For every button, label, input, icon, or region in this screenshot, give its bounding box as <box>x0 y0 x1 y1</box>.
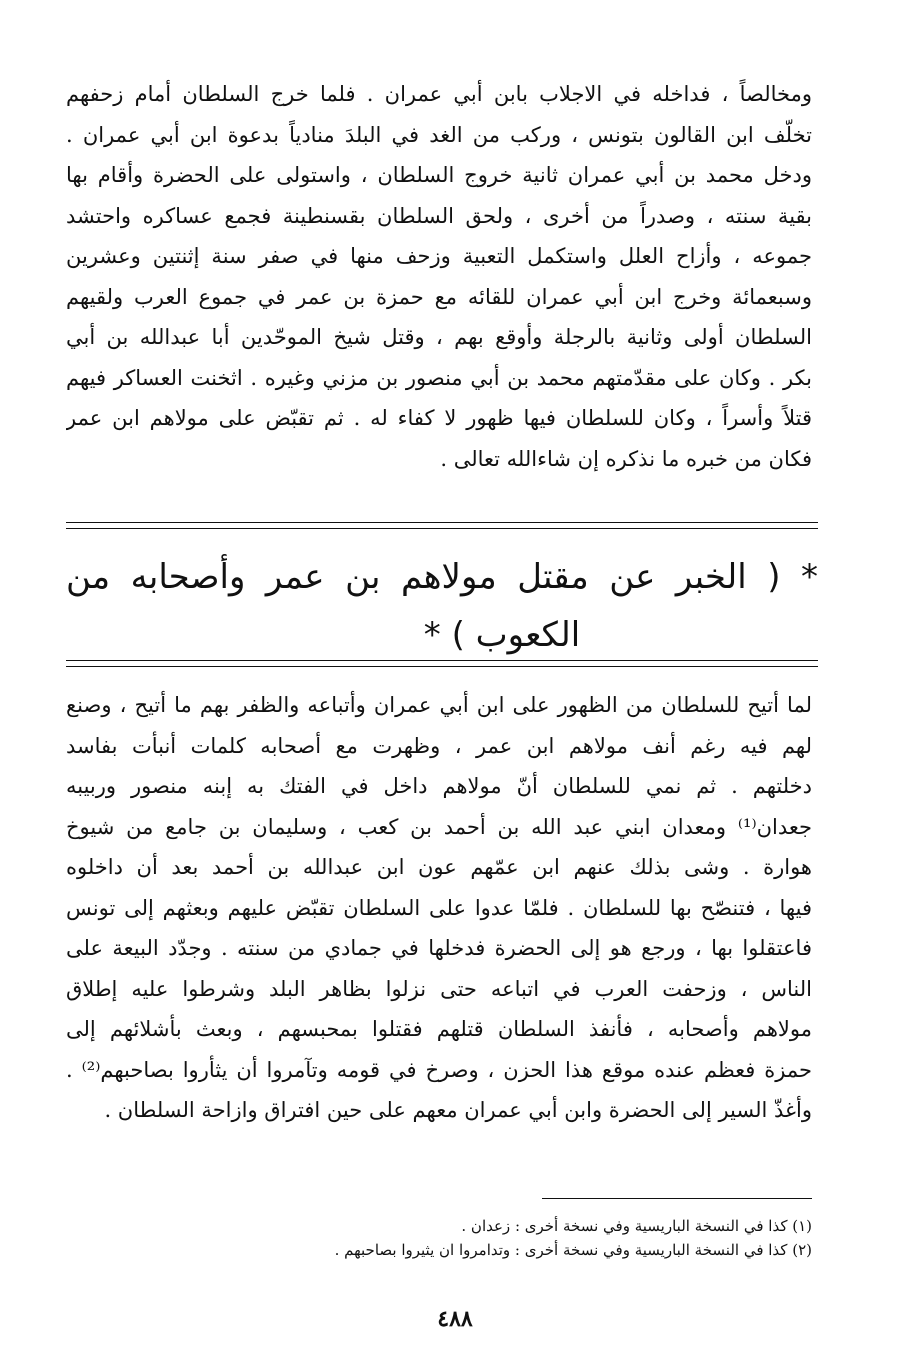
text-line: حمزة فعظم عنده موقع هذا الحزن ، وصرخ في قومه وتآمروا أن يثأروا بصاحبهم⁽²⁾ . <box>66 1057 812 1082</box>
footnote-divider <box>542 1198 812 1199</box>
page-number: ٤٨٨ <box>437 1306 473 1332</box>
text-line: جموعه ، وأزاح العلل واستكمل التعبية وزحف منها في صفر سنة إثنتين وعشرين <box>66 244 812 268</box>
text-line: تخلّف ابن القالون بتونس ، وركب من الغد في البلدَ منادياً بدعوة ابن أبي عمران . <box>66 122 812 147</box>
text-line: بقية سنته ، وصدراً من أخرى ، ولحق السلطان بقسنطينة فجمع عساكره واحتشد <box>66 203 812 228</box>
text-line: وأغذّ السير إلى الحضرة وابن أبي عمران معهم على حين افتراق وازاحة السلطان . <box>104 1098 812 1122</box>
text-line: مولاهم وأصحابه ، فأنفذ السلطان قتلهم فقتلوا بمحبسهم ، وبعث بأشلائهم إلى <box>66 1017 812 1041</box>
text-line: ودخل محمد بن أبي عمران ثانية خروج السلطان ، واستولى على الحضرة وأقام بها <box>66 163 812 187</box>
text-line: فكان من خبره ما نذكره إن شاءالله تعالى . <box>440 446 812 471</box>
section-heading-line: الكعوب ) * <box>423 615 581 655</box>
text-line: وسبعمائة وخرج ابن أبي عمران للقائه مع حمزة بن عمر في جموع العرب ولقيهم <box>66 284 812 309</box>
text-line: لهم فيه رغم أنف مولاهم ابن عمر ، وظهرت مع أصحابه كلمات أنبأت بفاسد <box>66 733 812 758</box>
text-line: دخلتهم . ثم نمي للسلطان أنّ مولاهم داخل في الفتك به إبنه منصور وربيبه <box>66 774 812 798</box>
footnotes <box>200 1214 812 1262</box>
text-line: الناس ، وزحفت العرب في اتباعه حتى نزلوا بظاهر البلد وشرطوا عليه إطلاق <box>66 976 812 1001</box>
text-line: قتلاً وأسراً ، وكان للسلطان فيها ظهور لا كفاء له . ثم تقبّض على مولاهم ابن عمر <box>66 406 812 430</box>
text-line: فاعتقلوا بها ، ورجع هو إلى الحضرة فدخلها في جمادي من سنته . وجدّد البيعة على <box>66 936 812 960</box>
text-line: ومخالصاً ، فداخله في الاجلاب بابن أبي عمران . فلما خرج السلطان أمام زحفهم <box>66 82 812 106</box>
text-line: فيها ، فتنصّح بها للسلطان . فلمّا عدوا على السلطان تقبّض عليهم وبعثهم إلى تونس <box>66 895 812 920</box>
text-line: السلطان أولى وثانية بالرجلة وأوقع بهم ، وقتل شيخ الموحّدين أبا عبدالله بن أبي <box>66 325 812 349</box>
text-line: لما أتيح للسلطان من الظهور على ابن أبي عمران وأتباعه والظفر بهم ما أتيح ، وصنع <box>66 693 812 717</box>
footnote: (١) كذا في النسخة الباريسية وفي نسخة أخرى : زعدان . <box>461 1217 812 1235</box>
text-line: جعدان⁽¹⁾ ومعدان ابني عبد الله بن أحمد بن كعب ، وسليمان بن جامع من شيوخ <box>66 814 812 839</box>
paragraph-2 <box>66 685 812 1131</box>
paragraph-1 <box>66 74 812 479</box>
section-divider <box>66 522 818 523</box>
section-divider <box>66 666 818 667</box>
section-heading <box>66 548 818 664</box>
section-divider <box>66 528 818 529</box>
footnote: (٢) كذا في النسخة الباريسية وفي نسخة أخرى : وتدامروا ان يثيروا بصاحبهم . <box>334 1241 812 1259</box>
text-line: بكر . وكان على مقدّمتهم محمد بن أبي منصور بن مزني وغيره . اثخنت العساكر فيهم <box>66 365 812 390</box>
section-heading-line: * ( الخبر عن مقتل مولاهم بن عمر وأصحابه من <box>66 557 818 597</box>
section-divider <box>66 660 818 661</box>
text-line: هوارة . وشى بذلك عنهم ابن عمّهم عون ابن عبدالله بن أحمد بعد أن داخلوه <box>66 855 812 879</box>
